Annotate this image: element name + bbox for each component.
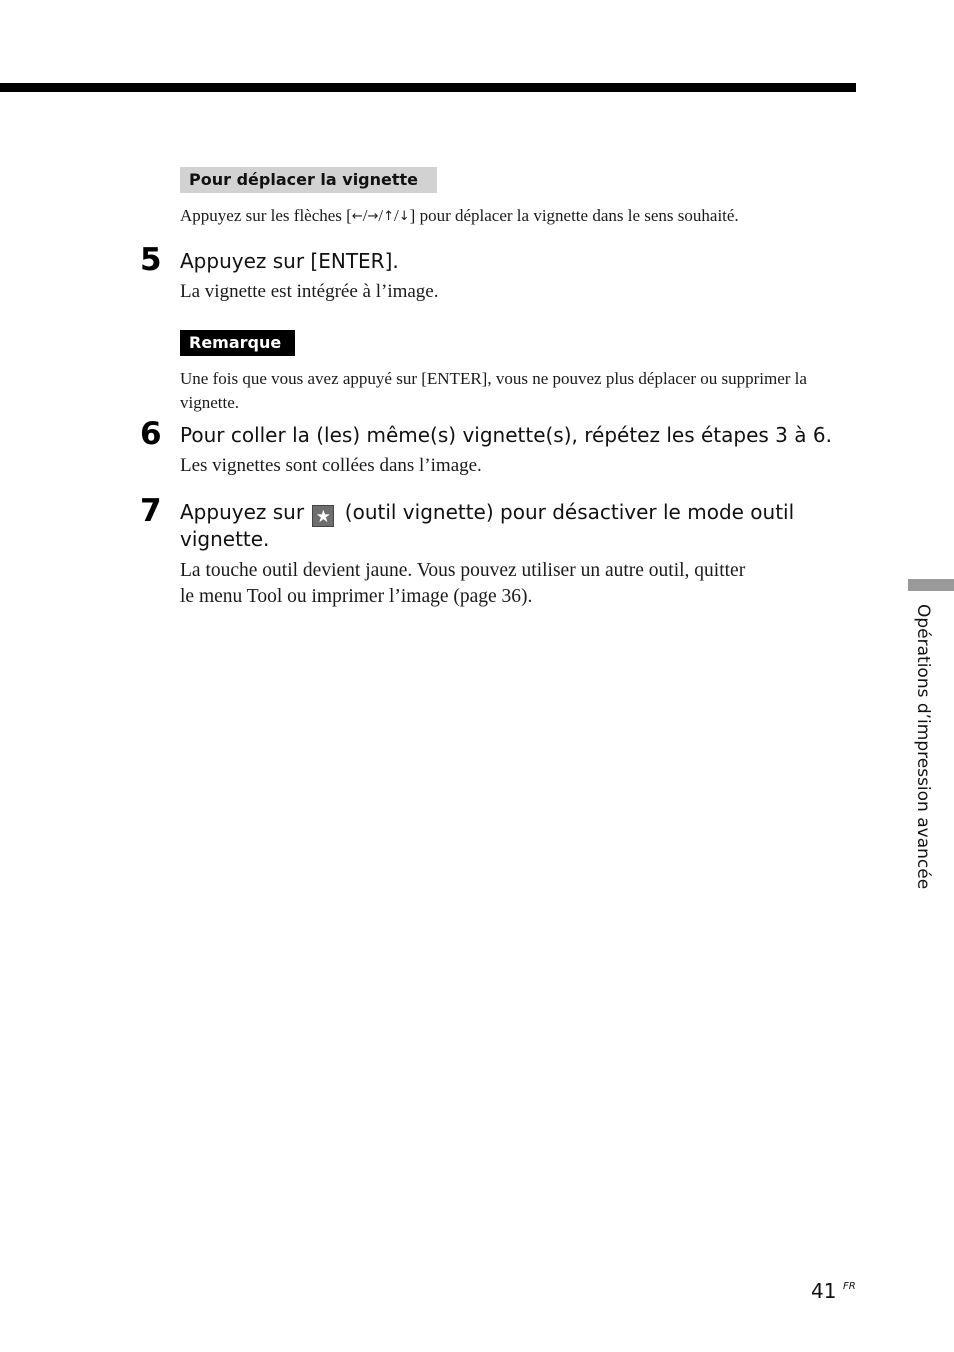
side-label: Opérations d’impression avancée: [913, 604, 933, 890]
section-text: [180, 204, 739, 229]
side-tab: [908, 579, 954, 591]
section-text-after: ] pour déplacer la vignette dans le sens souhaité.: [409, 206, 739, 225]
separator: /: [394, 206, 399, 225]
star-icon: ★: [312, 505, 334, 527]
page-lang: FR: [843, 1281, 856, 1292]
step-number: 7: [140, 493, 162, 529]
step-heading: Appuyez sur [ENTER].: [180, 249, 399, 273]
step-text-line2: le menu Tool ou imprimer l’image (page 36).: [180, 586, 533, 607]
section-text-before: Appuyez sur les flèches [: [180, 206, 352, 225]
step-text: Les vignettes sont collées dans l’image.: [180, 455, 482, 476]
down-arrow-icon: ↓: [398, 209, 410, 224]
step-number: 6: [140, 416, 162, 452]
step-heading-before: Appuyez sur: [180, 500, 305, 524]
up-arrow-icon: ↑: [383, 209, 395, 224]
step-heading: [180, 499, 794, 527]
step-heading: Pour coller la (les) même(s) vignette(s), répétez les étapes 3 à 6.: [180, 423, 832, 447]
separator: /: [362, 206, 368, 225]
separator: /: [378, 206, 384, 225]
step-number: 5: [140, 242, 162, 278]
top-rule: [0, 83, 856, 92]
step-heading-line2: vignette.: [180, 527, 270, 551]
left-arrow-icon: ←: [351, 209, 363, 224]
right-arrow-icon: →: [367, 209, 379, 224]
step-text: [180, 558, 745, 610]
step-text-line1: La touche outil devient jaune. Vous pouvez utiliser un autre outil, quitter: [180, 560, 746, 581]
step-heading-after: (outil vignette) pour désactiver le mode outil: [344, 500, 795, 524]
page-number: 41: [811, 1279, 837, 1303]
step-text: La vignette est intégrée à l’image.: [180, 281, 439, 302]
note-text: Une fois que vous avez appuyé sur [ENTER], vous ne pouvez plus déplacer ou supprimer la vignette.: [180, 369, 807, 412]
section-title: Pour déplacer la vignette: [180, 167, 437, 193]
note-title: Remarque: [180, 330, 295, 356]
